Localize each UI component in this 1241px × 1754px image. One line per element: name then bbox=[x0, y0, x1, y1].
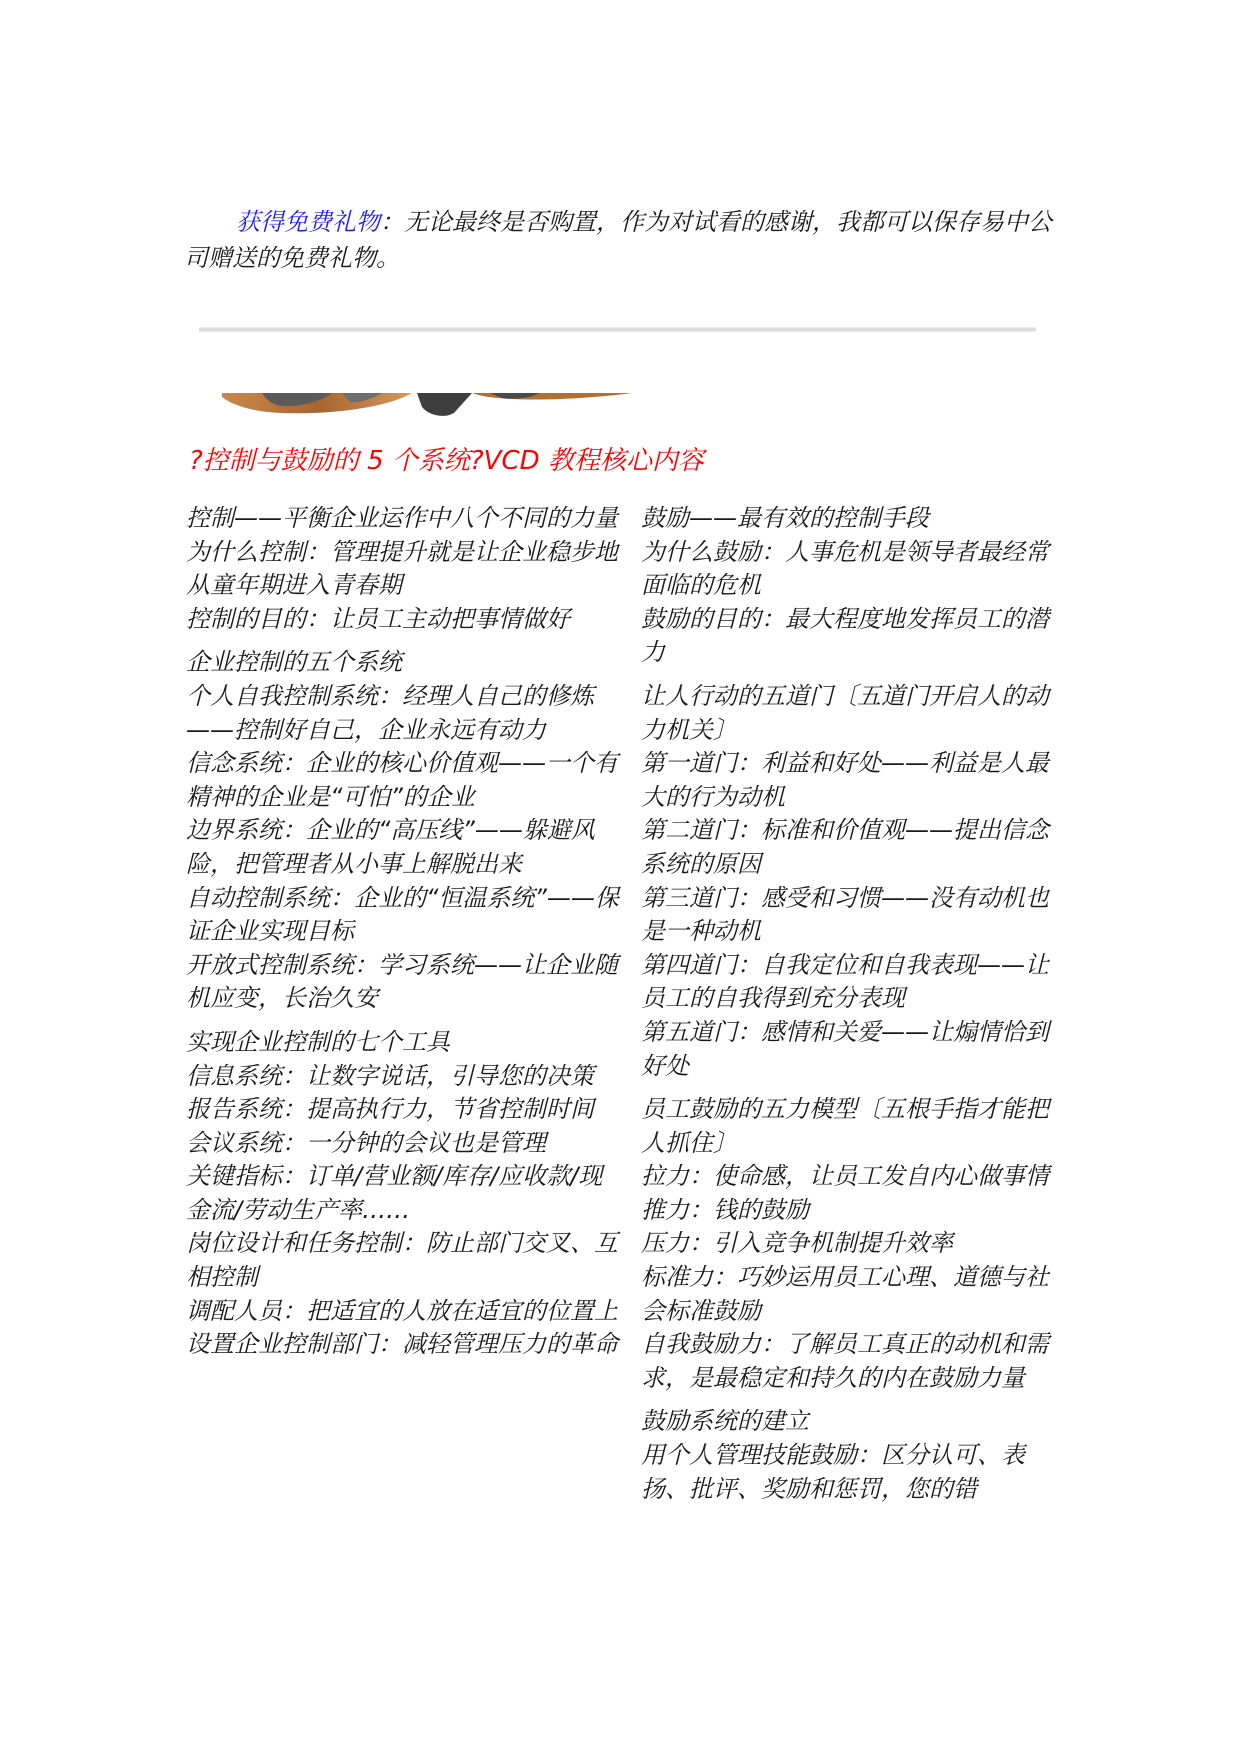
product-image-graphic bbox=[222, 393, 632, 419]
outline-item: 第二道门：标准和价值观——提出信念系统的原因 bbox=[641, 816, 1049, 878]
outline-heading: 让人行动的五道门〔五道门开启人的动力机关〕 bbox=[641, 681, 1049, 744]
outline-item: 第四道门：自我定位和自我表现——让员工的自我得到充分表现 bbox=[641, 950, 1049, 1013]
outline-heading: 企业控制的五个系统 bbox=[186, 648, 402, 677]
intro-lead-text: 获得免费礼物 bbox=[236, 208, 380, 236]
product-image bbox=[222, 393, 632, 419]
outline-item: 推力：钱的鼓励 bbox=[641, 1195, 809, 1224]
horizontal-divider bbox=[199, 327, 1036, 332]
outline-item: 鼓励的目的：最大程度地发挥员工的潜力 bbox=[641, 604, 1049, 667]
outline-heading: 员工鼓励的五力模型〔五根手指才能把人抓住〕 bbox=[641, 1095, 1049, 1157]
outline-item: 标准力：巧妙运用员工心理、道德与社会标准鼓励 bbox=[641, 1263, 1049, 1325]
outline-group bbox=[641, 1405, 1071, 1506]
outline-item: 第五道门：感情和关爱——让煽情恰到好处 bbox=[641, 1017, 1049, 1080]
outline-group bbox=[641, 680, 1071, 1083]
outline-item: 为什么控制：管理提升就是让企业稳步地从童年期进入青春期 bbox=[186, 537, 618, 600]
outline-group bbox=[186, 1026, 626, 1362]
outline-item: 控制的目的：让员工主动把事情做好 bbox=[186, 604, 570, 633]
outline-item: 边界系统：企业的“高压线”——躲避风险，把管理者从小事上解脱出来 bbox=[186, 816, 595, 878]
outline-group bbox=[186, 646, 626, 1016]
outline-group bbox=[641, 502, 1071, 670]
outline-heading: 鼓励系统的建立 bbox=[641, 1407, 809, 1436]
section-heading: ?控制与鼓励的 5 个系统?VCD 教程核心内容 bbox=[189, 446, 704, 476]
outline-item: 自我鼓励力：了解员工真正的动机和需求，是最稳定和持久的内在鼓励力量 bbox=[641, 1330, 1049, 1392]
outline-item: 第三道门：感受和习惯——没有动机也是一种动机 bbox=[641, 883, 1049, 946]
left-column bbox=[186, 502, 626, 1372]
outline-item: 岗位设计和任务控制：防止部门交叉、互相控制 bbox=[186, 1229, 618, 1292]
outline-item: 用个人管理技能鼓励：区分认可、表扬、批评、奖励和惩罚，您的错 bbox=[641, 1441, 1025, 1503]
outline-heading: 实现企业控制的七个工具 bbox=[186, 1027, 450, 1056]
outline-item: 个人自我控制系统：经理人自己的修炼——控制好自己，企业永远有动力 bbox=[186, 681, 594, 744]
outline-item: 拉力：使命感，让员工发自内心做事情 bbox=[641, 1162, 1049, 1191]
outline-item: 信息系统：让数字说话，引导您的决策 bbox=[186, 1061, 594, 1090]
outline-item: 关键指标：订单/营业额/库存/应收款/现金流/劳动生产率…… bbox=[186, 1162, 603, 1224]
outline-item: 会议系统：一分钟的会议也是管理 bbox=[186, 1128, 546, 1157]
outline-group bbox=[186, 502, 626, 636]
outline-item: 信念系统：企业的核心价值观——一个有精神的企业是“可怕”的企业 bbox=[186, 749, 618, 811]
outline-item: 为什么鼓励：人事危机是领导者最经常面临的危机 bbox=[641, 537, 1049, 600]
outline-item: 压力：引入竞争机制提升效率 bbox=[641, 1229, 953, 1258]
intro-paragraph bbox=[184, 204, 1064, 276]
outline-heading: 控制——平衡企业运作中八个不同的力量 bbox=[186, 504, 618, 532]
outline-item: 自动控制系统：企业的“恒温系统”——保证企业实现目标 bbox=[186, 883, 619, 946]
outline-item: 报告系统：提高执行力，节省控制时间 bbox=[186, 1095, 594, 1124]
outline-group bbox=[641, 1093, 1071, 1395]
right-column bbox=[641, 502, 1071, 1516]
outline-item: 第一道门：利益和好处——利益是人最大的行为动机 bbox=[641, 749, 1049, 811]
outline-item: 设置企业控制部门：减轻管理压力的革命 bbox=[186, 1330, 618, 1359]
outline-item: 开放式控制系统：学习系统——让企业随机应变，长治久安 bbox=[186, 950, 618, 1013]
outline-item: 调配人员：把适宜的人放在适宜的位置上 bbox=[186, 1296, 618, 1325]
outline-heading: 鼓励——最有效的控制手段 bbox=[641, 504, 929, 532]
intro-body-text: ：无论最终是否购置，作为对试看的感谢，我都可以保存易中公司赠送的免费礼物。 bbox=[184, 208, 1052, 272]
